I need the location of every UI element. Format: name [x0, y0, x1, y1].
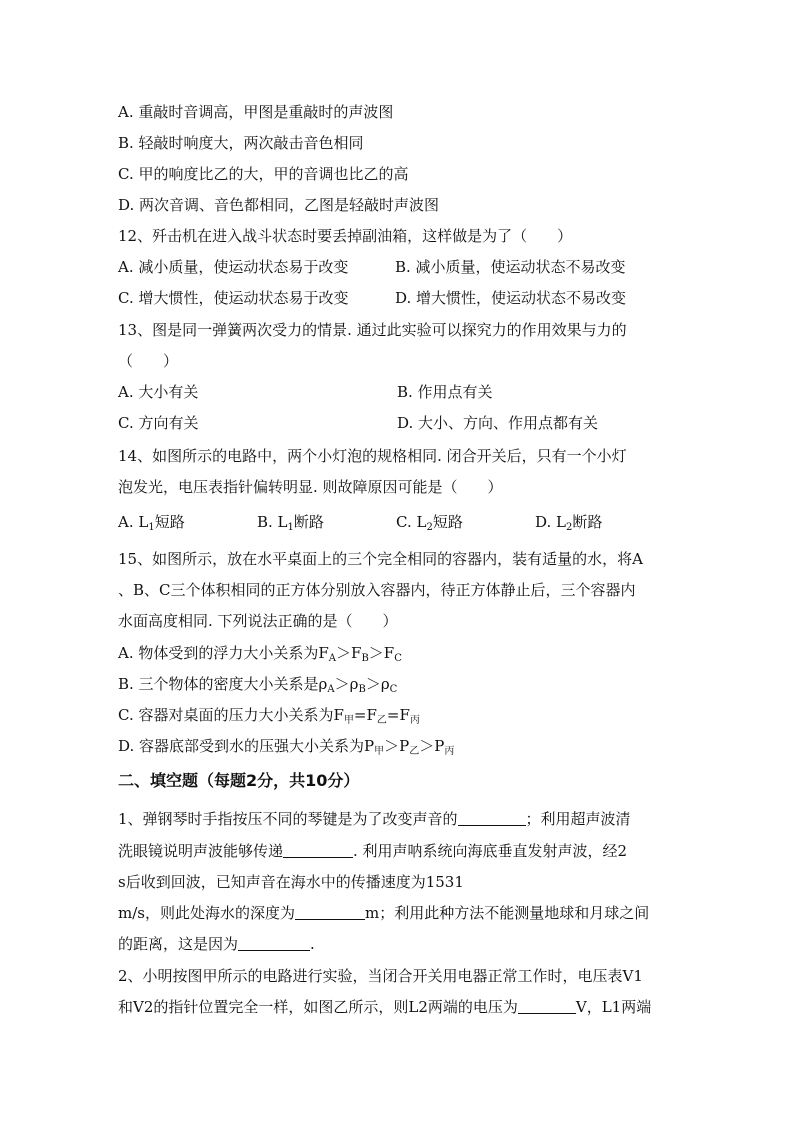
q12-option-b: B. 减小质量，使运动状态不易改变 [395, 258, 626, 276]
q12-option-a: A. 减小质量，使运动状态易于改变 [118, 258, 349, 276]
q15-stem-line2: 、B、C三个体积相同的正方体分别放入容器内，待正方体静止后，三个容器内 [118, 581, 636, 599]
q14-stem-line2: 泡发光，电压表指针偏转明显. 则故障原因可能是（ ） [118, 478, 503, 496]
f1-line5: 的距离，这是因为 . [118, 935, 315, 953]
q15-stem-line3: 水面高度相同. 下列说法正确的是（ ） [118, 612, 398, 630]
f2-line2: 和V2的指针位置完全一样，如图乙所示，则L2两端的电压为 V，L1两端 [118, 998, 652, 1016]
q11-option-c: C. 甲的响度比乙的大，甲的音调也比乙的高 [118, 165, 409, 183]
q15-option-a: A. 物体受到的浮力大小关系为$F_A>F_B>F_C$ [118, 644, 402, 664]
f1-blank-4[interactable] [238, 936, 310, 951]
q12-option-d: D. 增大惯性，使运动状态不易改变 [395, 289, 627, 307]
f1-line1: 1、弹钢琴时手指按压不同的琴键是为了改变声音的 ；利用超声波清 [118, 810, 631, 828]
section-heading-fill-in: 二、填空题（每题2分，共10分） [118, 771, 360, 790]
f1-blank-1[interactable] [458, 811, 526, 826]
f2-blank-1[interactable] [518, 999, 576, 1014]
q15-option-d: D. 容器底部受到水的压强大小关系为$P_甲>P_乙>P_丙$ [118, 737, 455, 757]
q14-option-b: B. $L_1$断路 [257, 513, 324, 533]
f1-line2: 洗眼镜说明声波能够传递 . 利用声呐系统向海底垂直发射声波，经2 [118, 842, 628, 860]
q14-option-a: A. $L_1$短路 [118, 513, 185, 533]
q11-option-d: D. 两次音调、音色都相同，乙图是轻敲时声波图 [118, 196, 440, 214]
q12-stem: 12、歼击机在进入战斗状态时要丢掉副油箱，这样做是为了（ ） [118, 227, 573, 245]
f2-line1: 2、小明按图甲所示的电路进行实验，当闭合开关用电器正常工作时，电压表V1 [118, 967, 643, 985]
q12-option-c: C. 增大惯性，使运动状态易于改变 [118, 289, 349, 307]
q13-option-b: B. 作用点有关 [397, 383, 493, 401]
q11-option-b: B. 轻敲时响度大，两次敲击音色相同 [118, 134, 364, 152]
q14-option-d: D. $L_2$断路 [535, 513, 603, 533]
q13-option-a: A. 大小有关 [118, 383, 199, 401]
q11-option-a: A. 重敲时音调高，甲图是重敲时的声波图 [118, 103, 394, 121]
q14-stem-line1: 14、如图所示的电路中，两个小灯泡的规格相同. 闭合开关后，只有一个小灯 [118, 447, 627, 465]
f1-blank-2[interactable] [283, 843, 353, 858]
q15-option-b: B. 三个物体的密度大小关系是$\rho_A>\rho_B>\rho_C$ [118, 675, 398, 695]
q13-stem-line2: （ ） [118, 352, 179, 370]
q13-stem-line1: 13、图是同一弹簧两次受力的情景. 通过此实验可以探究力的作用效果与力的 [118, 321, 627, 339]
q15-option-c: C. 容器对桌面的压力大小关系为$F_甲=F_乙=F_丙$ [118, 706, 420, 726]
q15-stem-line1: 15、如图所示，放在水平桌面上的三个完全相同的容器内，装有适量的水，将A [118, 550, 643, 568]
f1-blank-3[interactable] [295, 905, 365, 920]
q14-option-c: C. $L_2$短路 [396, 513, 463, 533]
f1-line4: m/s，则此处海水的深度为 m；利用此种方法不能测量地球和月球之间 [118, 904, 650, 922]
f1-line3: s后收到回波，已知声音在海水中的传播速度为1531 [118, 873, 464, 891]
q13-option-d: D. 大小、方向、作用点都有关 [397, 414, 599, 432]
q13-option-c: C. 方向有关 [118, 414, 199, 432]
